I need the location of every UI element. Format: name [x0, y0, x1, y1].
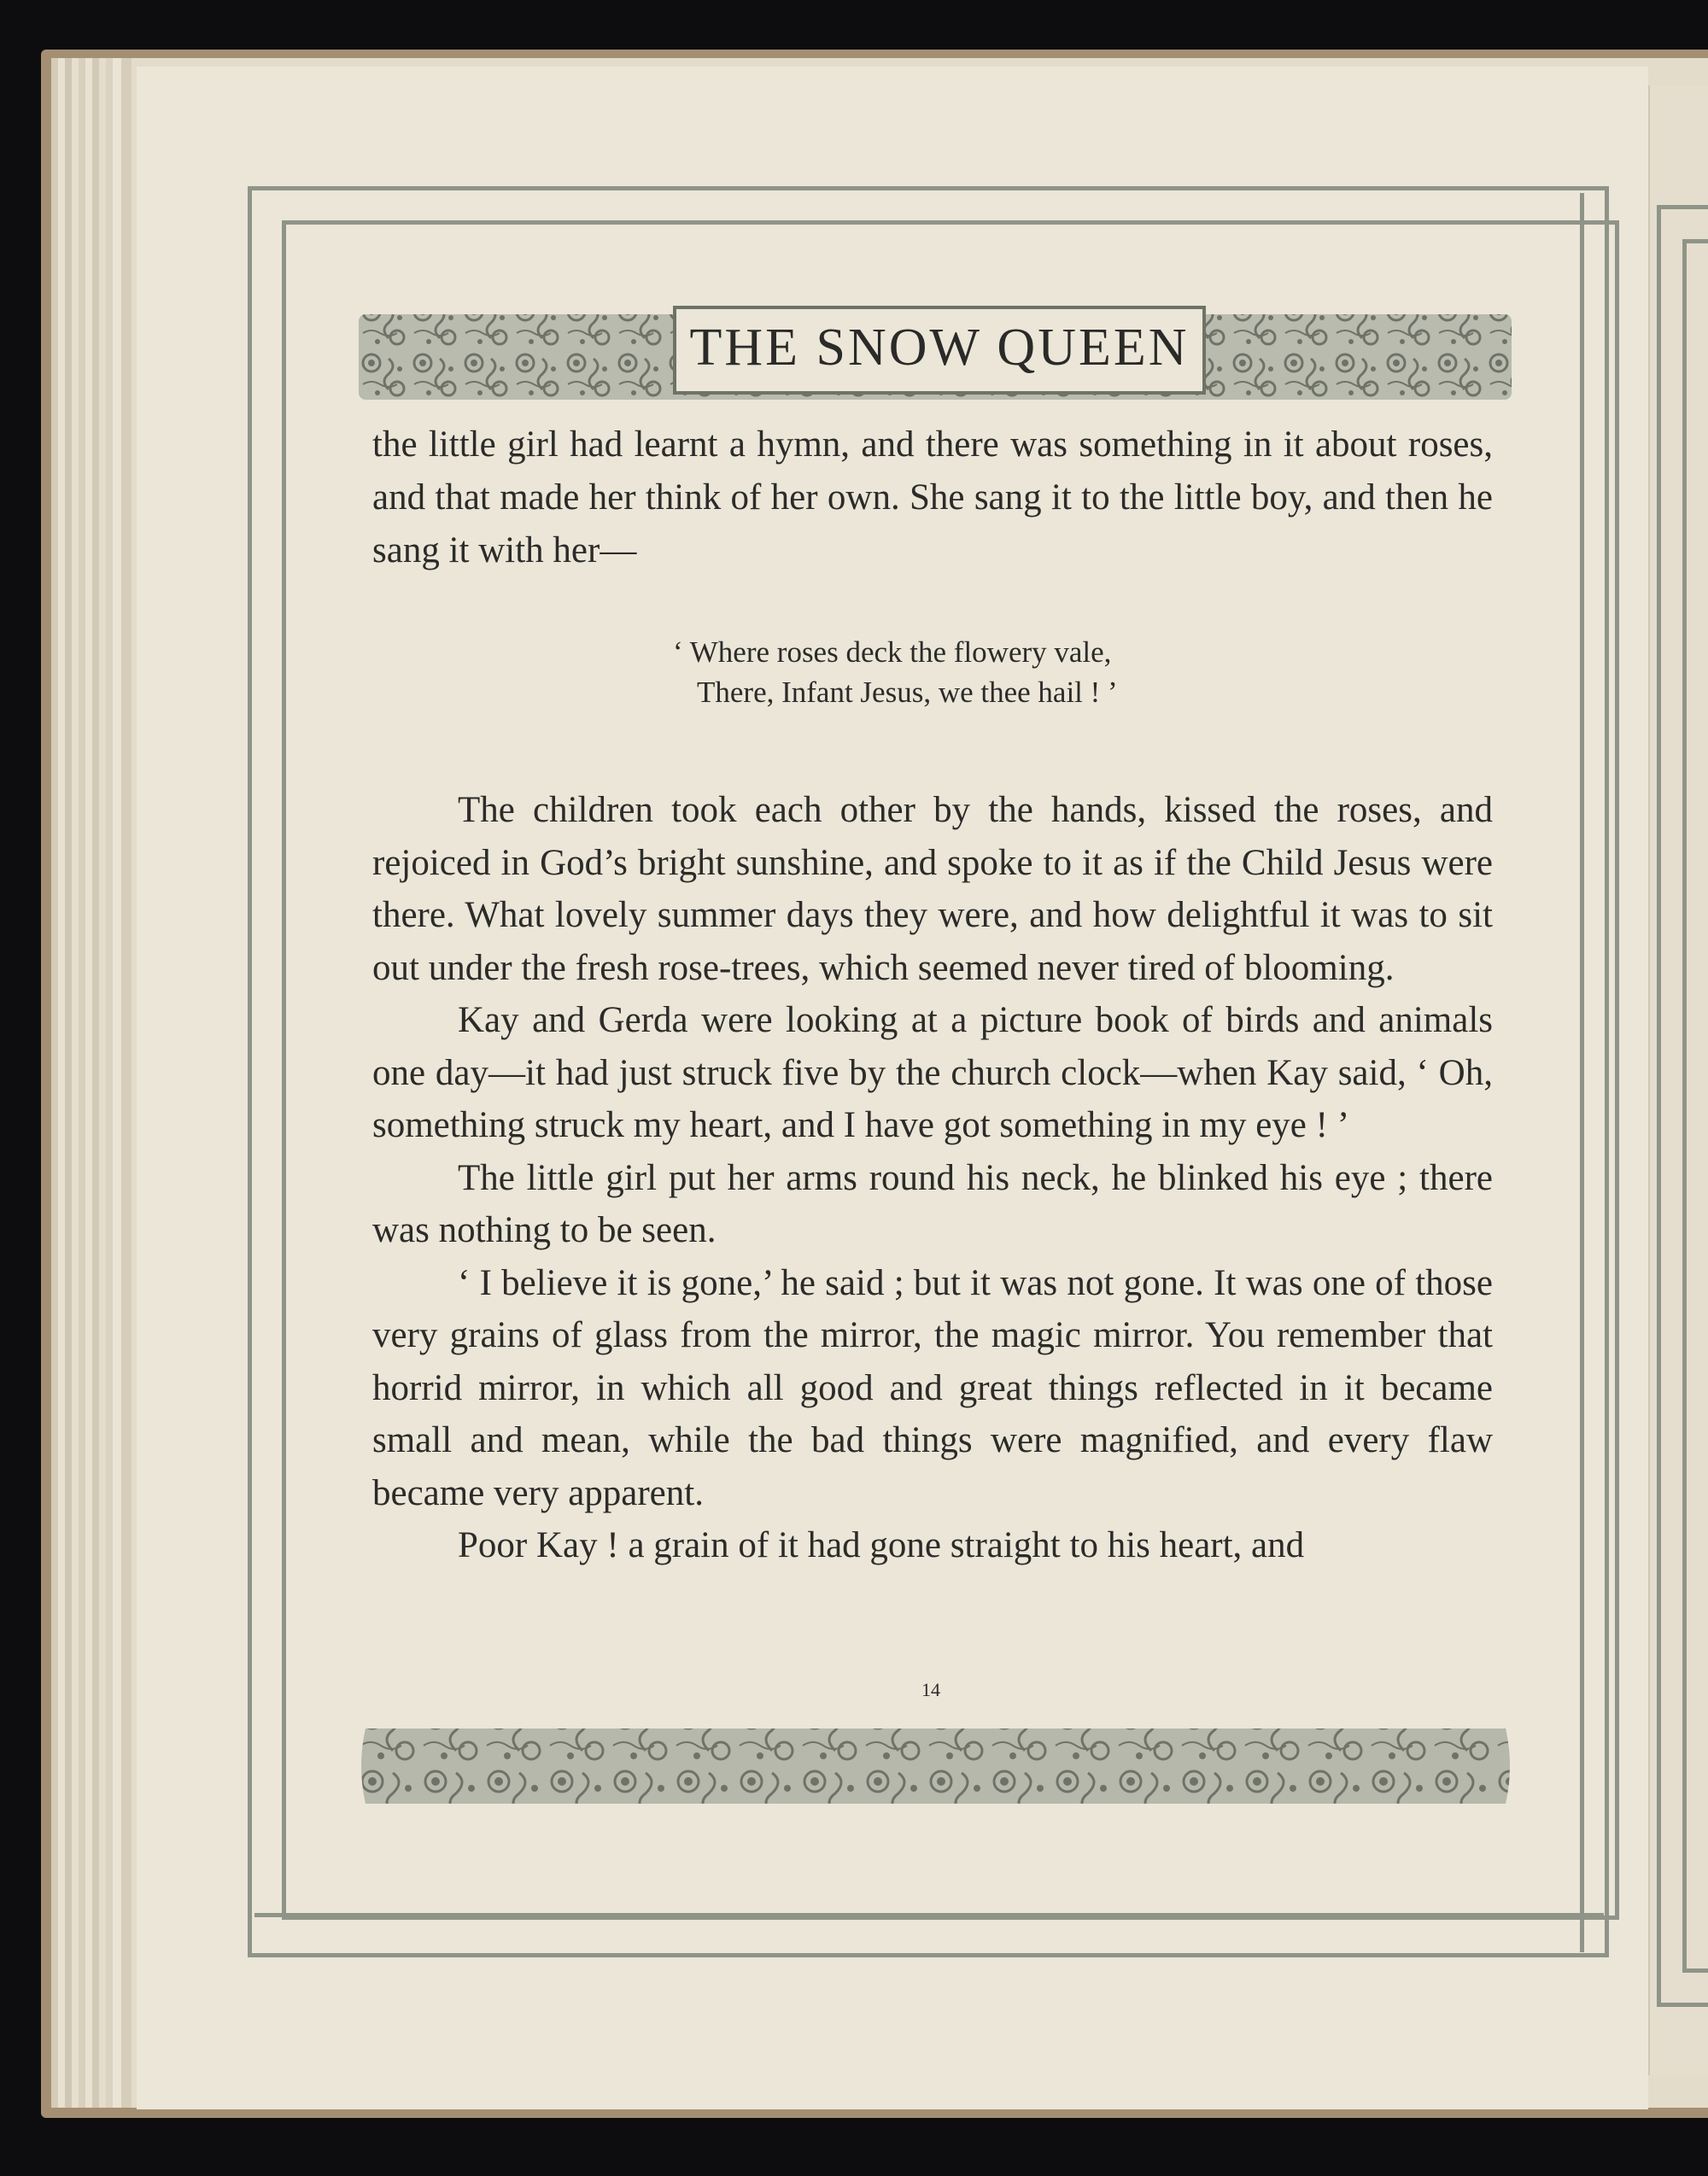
- verse-line-1: ‘ Where roses deck the flowery vale,: [673, 635, 1112, 669]
- page-border-right-rule: [1580, 193, 1584, 1952]
- facing-page-rule-inner: [1682, 239, 1708, 1973]
- running-header-title: THE SNOW QUEEN: [689, 318, 1190, 377]
- page-border-bottom-rule: [254, 1913, 1604, 1917]
- paragraph-mirror: ‘ I believe it is gone,’ he said ; but it was not gone. It was one of those very grains of glass from the mirror, the magic mirror. You remember that horrid mirror, in which all good and great things reflected in it became small and mean, while the bad things were magnified, and every flaw became very apparent.: [372, 1262, 1493, 1513]
- paragraph-text: the little girl had learnt a hymn, and there was something in it about roses, and that made her think of her own. She sang it to the little boy, and then he sang it with her—: [372, 424, 1493, 570]
- body-paragraph-1: [372, 418, 1493, 577]
- paragraph-kay-gerda: Kay and Gerda were looking at a picture book of birds and animals one day—it had just struck five by the church clock—when Kay said, ‘ Oh, something struck my heart, and I have got something in my eye ! ’: [372, 1000, 1493, 1145]
- footer-ornament: [357, 1703, 1514, 1829]
- paragraph-children-roses: The children took each other by the hands, kissed the roses, and rejoiced in God’s bright sunshine, and spoke to it as if the Child Jesus were there. What lovely summer days they were, and how delightful it was to sit out under the fresh rose-trees, which seemed never tired of blooming.: [372, 790, 1493, 988]
- body-text-main: [372, 784, 1493, 1572]
- paragraph-poor-kay: Poor Kay ! a grain of it had gone straight to his heart, and: [458, 1525, 1305, 1565]
- hymn-verse: [673, 632, 1220, 712]
- paragraph-little-girl: The little girl put her arms round his neck, he blinked his eye ; there was nothing to be seen.: [372, 1157, 1493, 1250]
- page-number: 14: [921, 1679, 940, 1700]
- facing-page-edge: [1648, 85, 1708, 2075]
- verse-line-2: There, Infant Jesus, we thee hail ! ’: [697, 676, 1118, 709]
